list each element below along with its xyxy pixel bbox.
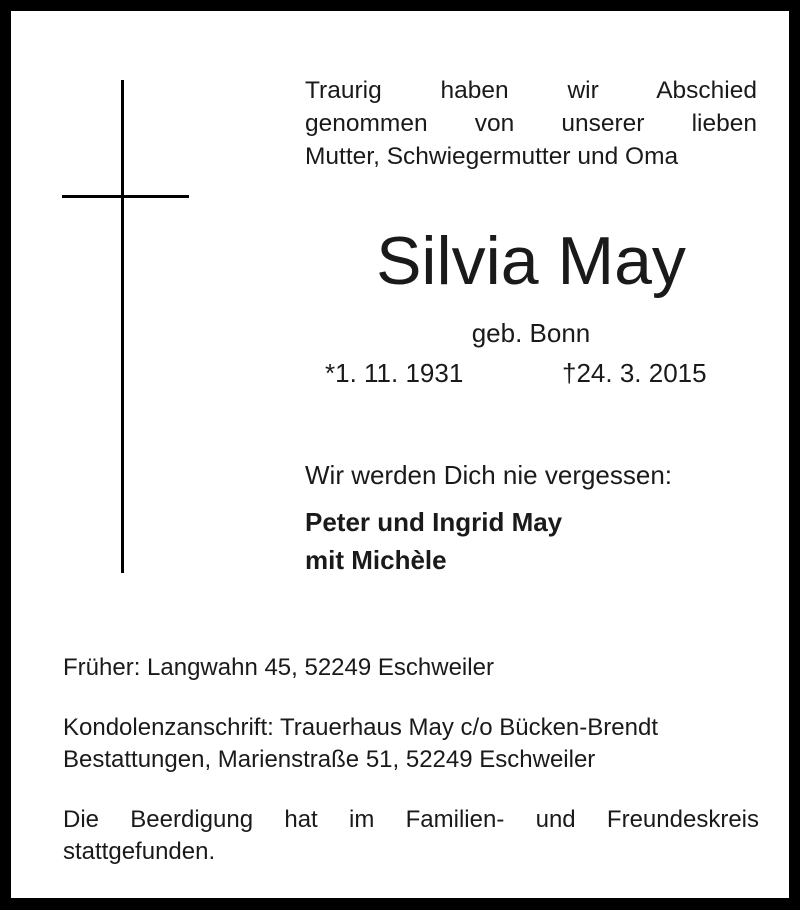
farewell-text: Wir werden Dich nie vergessen: — [305, 460, 673, 490]
signers — [305, 503, 562, 579]
cross-icon-vertical-bar — [121, 80, 124, 573]
funeral-note-line-1: Die Beerdigung hat im Familien- und Freundeskreis — [63, 806, 759, 833]
funeral-note — [63, 804, 759, 868]
funeral-note-line-2: stattgefunden. — [63, 838, 216, 865]
intro-line-2: genommen von unserer lieben — [305, 110, 757, 137]
cross-icon-horizontal-bar — [62, 195, 189, 198]
intro-text — [305, 74, 757, 173]
signers-line-1: Peter und Ingrid May — [305, 507, 563, 537]
condolence-address — [63, 712, 759, 776]
maiden-name: geb. Bonn — [471, 318, 591, 348]
intro-line-1: Traurig haben wir Abschied — [305, 77, 757, 104]
signers-line-2: mit Michèle — [305, 545, 447, 575]
condolence-line-2: Bestattungen, Marienstraße 51, 52249 Eschweiler — [63, 746, 596, 773]
intro-line-3: Mutter, Schwiegermutter und Oma — [305, 143, 679, 170]
former-address: Früher: Langwahn 45, 52249 Eschweiler — [63, 654, 494, 681]
death-date: †24. 3. 2015 — [562, 358, 707, 388]
birth-date: *1. 11. 1931 — [325, 358, 464, 388]
deceased-name: Silvia May — [376, 223, 686, 299]
condolence-line-1: Kondolenzanschrift: Trauerhaus May c/o Bücken-Brendt — [63, 714, 658, 741]
